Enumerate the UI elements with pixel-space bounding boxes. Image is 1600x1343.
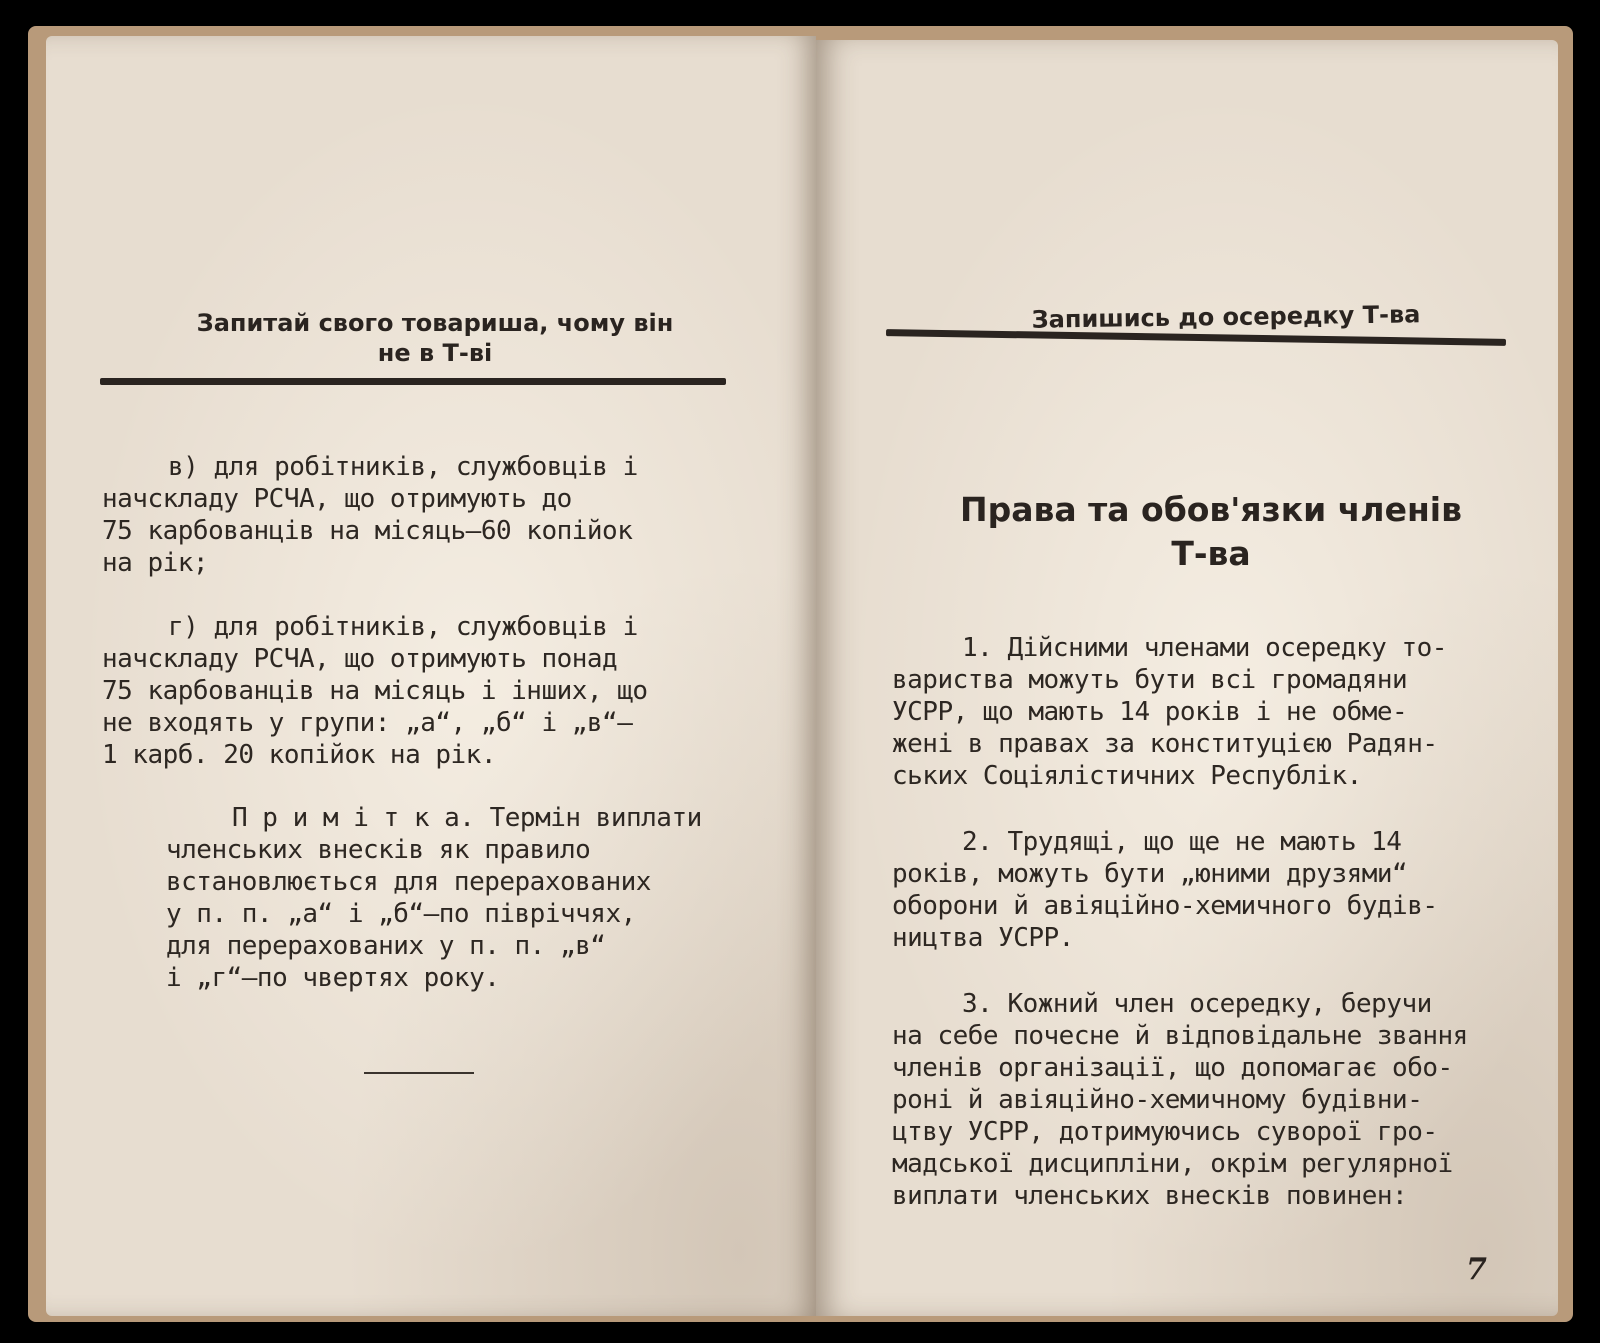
item-3-line: цтву УСРР, дотримуючись суворої гро- (892, 1117, 1438, 1147)
section-title-line2: Т-ва (1171, 534, 1251, 573)
item-2-line: 2. Трудящі, що ще не мають 14 (962, 827, 1402, 857)
item-2-line: ництва УСРР. (892, 923, 1074, 953)
note-line: встановлюється для перерахованих (166, 867, 651, 897)
item-1-line: УСРР, що мають 14 років і не обме- (892, 697, 1408, 727)
item-2-line: оборони й авіяційно-хемичного будів- (892, 891, 1438, 921)
note-line: членських внесків як правило (166, 835, 591, 865)
item-3-line: 3. Кожний член осередку, беручи (962, 989, 1432, 1019)
paragraph-g-line: г) для робітників, службовців і (168, 612, 638, 642)
left-header-line1: Запитай свого товариша, чому він (196, 309, 674, 337)
note-line: у п. п. „а“ і „б“—по півріччях, (166, 899, 636, 929)
item-3-line: виплати членських внесків повинен: (892, 1181, 1408, 1211)
page-number: 7 (1466, 1252, 1487, 1287)
section-title-line1: Права та обов'язки членів (960, 490, 1462, 529)
left-header-line2: не в Т-ві (377, 339, 493, 367)
right-header: Запишись до осередку Т-ва (1031, 300, 1421, 334)
item-1-line: жені в правах за конституцією Радян- (892, 729, 1438, 759)
note-line: для перерахованих у п. п. „в“ (166, 931, 606, 961)
left-page (46, 36, 816, 1316)
section-title (906, 488, 1516, 576)
note-line: П р и м і т к а. Термін виплати (232, 803, 702, 833)
item-3-line: роні й авіяційно-хемичному будівни- (892, 1085, 1423, 1115)
left-header (120, 308, 750, 368)
paragraph-g-line: не входять у групи: „а“, „б“ і „в“— (102, 708, 633, 738)
paragraph-v-line: в) для робітників, службовців і (168, 452, 638, 482)
paragraph-v-line: на рік; (102, 548, 209, 578)
item-1-line: вариства можуть бути всі громадяни (892, 665, 1408, 695)
section-divider (364, 1072, 474, 1074)
item-3-line: на себе почесне й відповідальне звання (892, 1021, 1468, 1051)
item-3-line: членів організації, що допомагає обо- (892, 1053, 1453, 1083)
booklet (28, 26, 1573, 1322)
right-page (816, 40, 1558, 1316)
paragraph-v-line: 75 карбованців на місяць—60 копійок (102, 516, 633, 546)
item-3-line: мадської дисципліни, окрім регулярної (892, 1149, 1453, 1179)
paragraph-v-line: начскладу РСЧА, що отримують до (102, 484, 572, 514)
paragraph-g-line: начскладу РСЧА, що отримують понад (102, 644, 618, 674)
left-header-rule (100, 378, 726, 385)
paragraph-g-line: 75 карбованців на місяць і інших, що (102, 676, 648, 706)
item-1-line: 1. Дійсними членами осередку то- (962, 633, 1447, 663)
note-line: і „г“—по чвертях року. (166, 963, 500, 993)
paragraph-g-line: 1 карб. 20 копійок на рік. (102, 740, 496, 770)
item-1-line: ських Соціялістичних Республік. (892, 761, 1362, 791)
item-2-line: років, можуть бути „юними друзями“ (892, 859, 1408, 889)
